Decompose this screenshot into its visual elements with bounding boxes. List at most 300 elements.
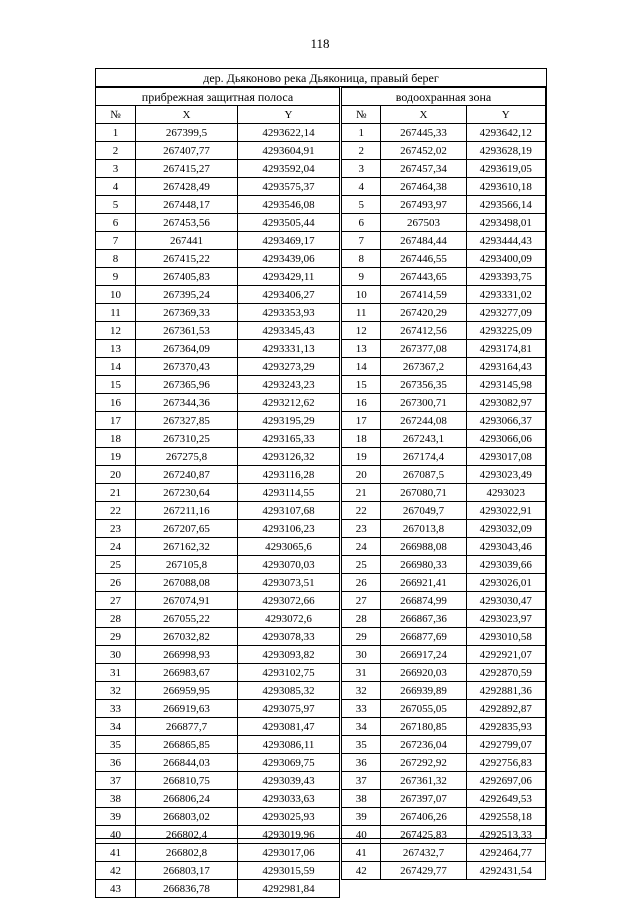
table-row: [342, 646, 546, 664]
y-coordinate-cell: 4293353,93: [238, 304, 340, 322]
x-coordinate-cell: 267399,5: [136, 124, 238, 142]
point-number-cell: 20: [342, 466, 381, 484]
y-coordinate-cell: 4293102,75: [238, 664, 340, 682]
point-number-cell: 33: [342, 700, 381, 718]
table-row: [96, 178, 340, 196]
y-coordinate-cell: 4293023,49: [466, 466, 545, 484]
x-coordinate-cell: 266988,08: [381, 538, 466, 556]
table-row: [96, 214, 340, 232]
table-row: [96, 430, 340, 448]
point-number-cell: 17: [96, 412, 136, 430]
point-number-cell: 15: [96, 376, 136, 394]
table-row: [342, 538, 546, 556]
y-coordinate-cell: 4292649,53: [466, 790, 545, 808]
table-row: [342, 574, 546, 592]
table-row: [96, 664, 340, 682]
x-coordinate-cell: 267503: [381, 214, 466, 232]
y-coordinate-cell: 4292558,18: [466, 808, 545, 826]
x-coordinate-cell: 267162,32: [136, 538, 238, 556]
x-coordinate-cell: 267087,5: [381, 466, 466, 484]
table-row: [342, 628, 546, 646]
y-coordinate-cell: 4293093,82: [238, 646, 340, 664]
x-coordinate-cell: 266844,03: [136, 754, 238, 772]
x-coordinate-cell: 266802,8: [136, 844, 238, 862]
point-number-cell: 14: [96, 358, 136, 376]
y-coordinate-cell: 4293277,09: [466, 304, 545, 322]
water-protection-zone-table: [341, 87, 546, 880]
x-coordinate-cell: 267428,49: [136, 178, 238, 196]
point-number-cell: 24: [342, 538, 381, 556]
x-coordinate-cell: 267055,05: [381, 700, 466, 718]
point-number-cell: 22: [96, 502, 136, 520]
point-number-cell: 18: [96, 430, 136, 448]
y-coordinate-cell: 4293126,32: [238, 448, 340, 466]
point-number-cell: 22: [342, 502, 381, 520]
point-number-cell: 19: [96, 448, 136, 466]
table-row: [342, 376, 546, 394]
y-coordinate-cell: 4293072,6: [238, 610, 340, 628]
x-coordinate-cell: 267207,65: [136, 520, 238, 538]
column-header-y: Y: [238, 106, 340, 124]
table-row: [96, 574, 340, 592]
point-number-cell: 41: [96, 844, 136, 862]
x-coordinate-cell: 266877,69: [381, 628, 466, 646]
x-coordinate-cell: 267377,08: [381, 340, 466, 358]
table-row: [342, 664, 546, 682]
x-coordinate-cell: 267414,59: [381, 286, 466, 304]
y-coordinate-cell: 4293082,97: [466, 394, 545, 412]
table-row: [96, 844, 340, 862]
y-coordinate-cell: 4293019,96: [238, 826, 340, 844]
point-number-cell: 3: [96, 160, 136, 178]
point-number-cell: 39: [342, 808, 381, 826]
x-coordinate-cell: 266917,24: [381, 646, 466, 664]
table-row: [342, 160, 546, 178]
point-number-cell: 23: [96, 520, 136, 538]
y-coordinate-cell: 4293116,28: [238, 466, 340, 484]
x-coordinate-cell: 267327,85: [136, 412, 238, 430]
x-coordinate-cell: 267493,97: [381, 196, 466, 214]
y-coordinate-cell: 4293043,46: [466, 538, 545, 556]
point-number-cell: 18: [342, 430, 381, 448]
y-coordinate-cell: 4293642,12: [466, 124, 545, 142]
x-coordinate-cell: 266877,7: [136, 718, 238, 736]
table-row: [96, 826, 340, 844]
y-coordinate-cell: 4293273,29: [238, 358, 340, 376]
point-number-cell: 41: [342, 844, 381, 862]
table-row: [96, 700, 340, 718]
y-coordinate-cell: 4292697,06: [466, 772, 545, 790]
column-header-number: №: [342, 106, 381, 124]
y-coordinate-cell: 4293444,43: [466, 232, 545, 250]
point-number-cell: 26: [342, 574, 381, 592]
table-row: [342, 520, 546, 538]
x-coordinate-cell: 266836,78: [136, 880, 238, 898]
table-row: [96, 538, 340, 556]
x-coordinate-cell: 267453,56: [136, 214, 238, 232]
x-coordinate-cell: 267412,56: [381, 322, 466, 340]
y-coordinate-cell: 4293429,11: [238, 268, 340, 286]
table-row: [96, 412, 340, 430]
point-number-cell: 9: [96, 268, 136, 286]
y-coordinate-cell: 4293145,98: [466, 376, 545, 394]
point-number-cell: 21: [342, 484, 381, 502]
point-number-cell: 25: [342, 556, 381, 574]
point-number-cell: 38: [342, 790, 381, 808]
coordinates-frame: [95, 68, 547, 895]
x-coordinate-cell: 266919,63: [136, 700, 238, 718]
point-number-cell: 15: [342, 376, 381, 394]
point-number-cell: 40: [96, 826, 136, 844]
point-number-cell: 42: [342, 862, 381, 880]
table-row: [96, 502, 340, 520]
point-number-cell: 27: [342, 592, 381, 610]
point-number-cell: 30: [342, 646, 381, 664]
x-coordinate-cell: 267088,08: [136, 574, 238, 592]
point-number-cell: 32: [96, 682, 136, 700]
table-row: [96, 628, 340, 646]
point-number-cell: 21: [96, 484, 136, 502]
x-coordinate-cell: 267275,8: [136, 448, 238, 466]
table-row: [96, 682, 340, 700]
y-coordinate-cell: 4293022,91: [466, 502, 545, 520]
x-coordinate-cell: 267174,4: [381, 448, 466, 466]
x-coordinate-cell: 267407,77: [136, 142, 238, 160]
y-coordinate-cell: 4293592,04: [238, 160, 340, 178]
y-coordinate-cell: 4293331,02: [466, 286, 545, 304]
point-number-cell: 2: [96, 142, 136, 160]
x-coordinate-cell: 266959,95: [136, 682, 238, 700]
table-row: [96, 358, 340, 376]
x-coordinate-cell: 267344,36: [136, 394, 238, 412]
table-row: [342, 124, 546, 142]
table-row: [96, 322, 340, 340]
y-coordinate-cell: 4293017,08: [466, 448, 545, 466]
y-coordinate-cell: 4293023,97: [466, 610, 545, 628]
table-row: [96, 880, 340, 898]
point-number-cell: 40: [342, 826, 381, 844]
x-coordinate-cell: 267397,07: [381, 790, 466, 808]
y-coordinate-cell: 4293225,09: [466, 322, 545, 340]
x-coordinate-cell: 266802,4: [136, 826, 238, 844]
table-row: [96, 250, 340, 268]
y-coordinate-cell: 4293498,01: [466, 214, 545, 232]
y-coordinate-cell: 4293174,81: [466, 340, 545, 358]
point-number-cell: 7: [96, 232, 136, 250]
point-number-cell: 28: [96, 610, 136, 628]
point-number-cell: 4: [342, 178, 381, 196]
y-coordinate-cell: 4293195,29: [238, 412, 340, 430]
x-coordinate-cell: 267310,25: [136, 430, 238, 448]
table-row: [96, 772, 340, 790]
y-coordinate-cell: 4293010,58: [466, 628, 545, 646]
point-number-cell: 26: [96, 574, 136, 592]
point-number-cell: 30: [96, 646, 136, 664]
table-row: [96, 196, 340, 214]
table-row: [96, 556, 340, 574]
y-coordinate-cell: 4293566,14: [466, 196, 545, 214]
table-row: [96, 736, 340, 754]
x-coordinate-cell: 267432,7: [381, 844, 466, 862]
table-row: [342, 808, 546, 826]
y-coordinate-cell: 4293075,97: [238, 700, 340, 718]
y-coordinate-cell: 4292513,33: [466, 826, 545, 844]
y-coordinate-cell: 4293619,05: [466, 160, 545, 178]
point-number-cell: 13: [342, 340, 381, 358]
x-coordinate-cell: 267484,44: [381, 232, 466, 250]
table-row: [342, 196, 546, 214]
y-coordinate-cell: 4293406,27: [238, 286, 340, 304]
table-row: [96, 142, 340, 160]
column-header-number: №: [96, 106, 136, 124]
point-number-cell: 13: [96, 340, 136, 358]
point-number-cell: 31: [342, 664, 381, 682]
x-coordinate-cell: 267032,82: [136, 628, 238, 646]
table-row: [342, 430, 546, 448]
point-number-cell: 16: [342, 394, 381, 412]
point-number-cell: 27: [96, 592, 136, 610]
table-row: [342, 466, 546, 484]
y-coordinate-cell: 4293033,63: [238, 790, 340, 808]
x-coordinate-cell: 267448,17: [136, 196, 238, 214]
y-coordinate-cell: 4292464,77: [466, 844, 545, 862]
point-number-cell: 36: [96, 754, 136, 772]
x-coordinate-cell: 267049,7: [381, 502, 466, 520]
x-coordinate-cell: 267441: [136, 232, 238, 250]
point-number-cell: 1: [342, 124, 381, 142]
x-coordinate-cell: 267425,83: [381, 826, 466, 844]
table-row: [342, 448, 546, 466]
y-coordinate-cell: 4293039,43: [238, 772, 340, 790]
y-coordinate-cell: 4292870,59: [466, 664, 545, 682]
y-coordinate-cell: 4293026,01: [466, 574, 545, 592]
x-coordinate-cell: 267445,33: [381, 124, 466, 142]
x-coordinate-cell: 266810,75: [136, 772, 238, 790]
x-coordinate-cell: 267105,8: [136, 556, 238, 574]
point-number-cell: 5: [96, 196, 136, 214]
y-coordinate-cell: 4293078,33: [238, 628, 340, 646]
x-coordinate-cell: 266865,85: [136, 736, 238, 754]
y-coordinate-cell: 4293015,59: [238, 862, 340, 880]
y-coordinate-cell: 4293212,62: [238, 394, 340, 412]
column-header-x: X: [136, 106, 238, 124]
table-row: [342, 250, 546, 268]
point-number-cell: 36: [342, 754, 381, 772]
table-row: [96, 862, 340, 880]
document-title: дер. Дьяконово река Дьяконица, правый берег: [96, 69, 546, 87]
x-coordinate-cell: 267361,32: [381, 772, 466, 790]
x-coordinate-cell: 267364,09: [136, 340, 238, 358]
table-row: [96, 466, 340, 484]
x-coordinate-cell: 267211,16: [136, 502, 238, 520]
table-row: [342, 754, 546, 772]
y-coordinate-cell: 4293575,37: [238, 178, 340, 196]
x-coordinate-cell: 267415,27: [136, 160, 238, 178]
y-coordinate-cell: 4293032,09: [466, 520, 545, 538]
x-coordinate-cell: 267300,71: [381, 394, 466, 412]
point-number-cell: 7: [342, 232, 381, 250]
table-row: [342, 340, 546, 358]
x-coordinate-cell: 266874,99: [381, 592, 466, 610]
x-coordinate-cell: 267464,38: [381, 178, 466, 196]
point-number-cell: 34: [96, 718, 136, 736]
table-row: [342, 484, 546, 502]
point-number-cell: 39: [96, 808, 136, 826]
y-coordinate-cell: 4293622,14: [238, 124, 340, 142]
y-coordinate-cell: 4293439,06: [238, 250, 340, 268]
coastal-protection-strip-table: [95, 87, 340, 898]
x-coordinate-cell: 267356,35: [381, 376, 466, 394]
y-coordinate-cell: 4292921,07: [466, 646, 545, 664]
y-coordinate-cell: 4293086,11: [238, 736, 340, 754]
x-coordinate-cell: 267180,85: [381, 718, 466, 736]
x-coordinate-cell: 267013,8: [381, 520, 466, 538]
table-row: [96, 754, 340, 772]
table-row: [96, 790, 340, 808]
table-row: [342, 826, 546, 844]
x-coordinate-cell: 266920,03: [381, 664, 466, 682]
point-number-cell: 4: [96, 178, 136, 196]
y-coordinate-cell: 4293165,33: [238, 430, 340, 448]
table-row: [96, 124, 340, 142]
table-row: [96, 718, 340, 736]
x-coordinate-cell: 267452,02: [381, 142, 466, 160]
point-number-cell: 43: [96, 880, 136, 898]
y-coordinate-cell: 4293085,32: [238, 682, 340, 700]
table-row: [96, 448, 340, 466]
water-protection-zone-caption: водоохранная зона: [342, 88, 546, 106]
point-number-cell: 38: [96, 790, 136, 808]
y-coordinate-cell: 4293072,66: [238, 592, 340, 610]
y-coordinate-cell: 4293505,44: [238, 214, 340, 232]
x-coordinate-cell: 267443,65: [381, 268, 466, 286]
table-row: [342, 268, 546, 286]
point-number-cell: 31: [96, 664, 136, 682]
y-coordinate-cell: 4293393,75: [466, 268, 545, 286]
table-row: [96, 592, 340, 610]
y-coordinate-cell: 4293066,06: [466, 430, 545, 448]
table-row: [96, 232, 340, 250]
x-coordinate-cell: 267230,64: [136, 484, 238, 502]
table-row: [96, 610, 340, 628]
y-coordinate-cell: 4293069,75: [238, 754, 340, 772]
table-row: [96, 808, 340, 826]
table-row: [342, 394, 546, 412]
x-coordinate-cell: 267074,91: [136, 592, 238, 610]
x-coordinate-cell: 266998,93: [136, 646, 238, 664]
point-number-cell: 32: [342, 682, 381, 700]
point-number-cell: 29: [342, 628, 381, 646]
point-number-cell: 17: [342, 412, 381, 430]
x-coordinate-cell: 266939,89: [381, 682, 466, 700]
x-coordinate-cell: 267406,26: [381, 808, 466, 826]
y-coordinate-cell: 4293400,09: [466, 250, 545, 268]
x-coordinate-cell: 267361,53: [136, 322, 238, 340]
table-row: [342, 772, 546, 790]
point-number-cell: 35: [96, 736, 136, 754]
y-coordinate-cell: 4292431,54: [466, 862, 545, 880]
y-coordinate-cell: 4293243,23: [238, 376, 340, 394]
y-coordinate-cell: 4292892,87: [466, 700, 545, 718]
table-row: [96, 340, 340, 358]
point-number-cell: 5: [342, 196, 381, 214]
point-number-cell: 24: [96, 538, 136, 556]
y-coordinate-cell: 4293106,23: [238, 520, 340, 538]
x-coordinate-cell: 266867,36: [381, 610, 466, 628]
y-coordinate-cell: 4293610,18: [466, 178, 545, 196]
point-number-cell: 19: [342, 448, 381, 466]
table-row: [342, 286, 546, 304]
x-coordinate-cell: 267367,2: [381, 358, 466, 376]
point-number-cell: 8: [342, 250, 381, 268]
table-row: [96, 304, 340, 322]
y-coordinate-cell: 4293030,47: [466, 592, 545, 610]
table-row: [342, 790, 546, 808]
page-number: 118: [310, 36, 330, 51]
y-coordinate-cell: 4292835,93: [466, 718, 545, 736]
table-row: [342, 232, 546, 250]
y-coordinate-cell: 4292881,36: [466, 682, 545, 700]
table-row: [342, 412, 546, 430]
x-coordinate-cell: 267405,83: [136, 268, 238, 286]
point-number-cell: 33: [96, 700, 136, 718]
table-row: [96, 376, 340, 394]
y-coordinate-cell: 4293023: [466, 484, 545, 502]
table-row: [96, 520, 340, 538]
point-number-cell: 14: [342, 358, 381, 376]
table-row: [96, 484, 340, 502]
point-number-cell: 6: [96, 214, 136, 232]
y-coordinate-cell: 4293017,06: [238, 844, 340, 862]
table-row: [342, 718, 546, 736]
point-number-cell: 1: [96, 124, 136, 142]
y-coordinate-cell: 4293081,47: [238, 718, 340, 736]
x-coordinate-cell: 266983,67: [136, 664, 238, 682]
y-coordinate-cell: 4292981,84: [238, 880, 340, 898]
point-number-cell: 2: [342, 142, 381, 160]
y-coordinate-cell: 4293114,55: [238, 484, 340, 502]
x-coordinate-cell: 267236,04: [381, 736, 466, 754]
x-coordinate-cell: 267415,22: [136, 250, 238, 268]
point-number-cell: 20: [96, 466, 136, 484]
x-coordinate-cell: 267243,1: [381, 430, 466, 448]
y-coordinate-cell: 4293066,37: [466, 412, 545, 430]
table-row: [342, 358, 546, 376]
table-row: [96, 286, 340, 304]
x-coordinate-cell: 267369,33: [136, 304, 238, 322]
y-coordinate-cell: 4293073,51: [238, 574, 340, 592]
table-row: [96, 268, 340, 286]
point-number-cell: 28: [342, 610, 381, 628]
y-coordinate-cell: 4293469,17: [238, 232, 340, 250]
x-coordinate-cell: 266803,02: [136, 808, 238, 826]
y-coordinate-cell: 4292799,07: [466, 736, 545, 754]
point-number-cell: 16: [96, 394, 136, 412]
x-coordinate-cell: 267420,29: [381, 304, 466, 322]
y-coordinate-cell: 4293065,6: [238, 538, 340, 556]
table-row: [342, 862, 546, 880]
x-coordinate-cell: 266803,17: [136, 862, 238, 880]
point-number-cell: 11: [342, 304, 381, 322]
y-coordinate-cell: 4293070,03: [238, 556, 340, 574]
y-coordinate-cell: 4293164,43: [466, 358, 545, 376]
point-number-cell: 12: [96, 322, 136, 340]
x-coordinate-cell: 266980,33: [381, 556, 466, 574]
x-coordinate-cell: 267429,77: [381, 862, 466, 880]
point-number-cell: 6: [342, 214, 381, 232]
point-number-cell: 29: [96, 628, 136, 646]
point-number-cell: 25: [96, 556, 136, 574]
